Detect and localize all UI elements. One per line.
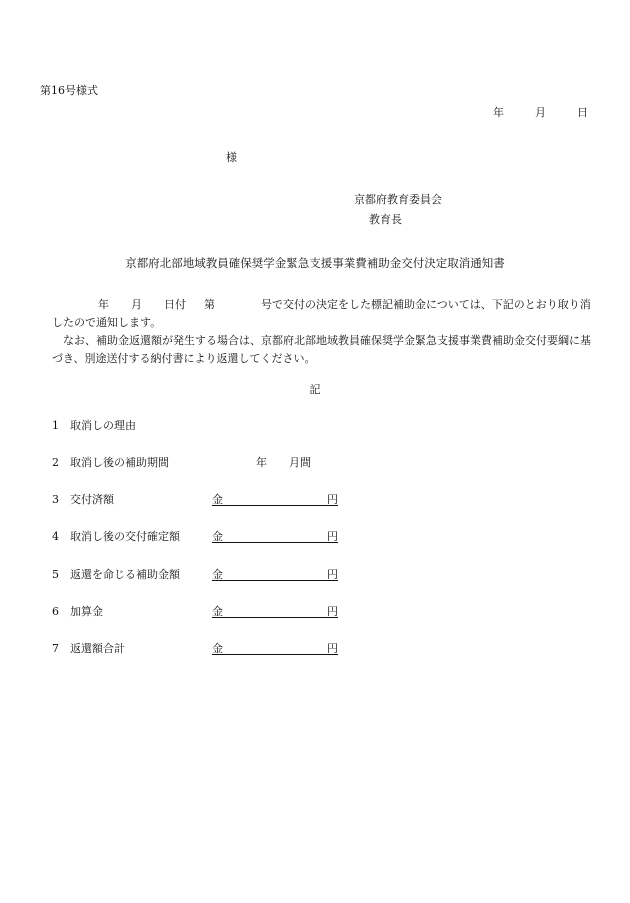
- para-month: 月: [131, 298, 142, 311]
- repayment-text: なお、補助金返還額が発生する場合は、京都府北部地域教員確保奨学金緊急支援事業費補助金交付要綱に基づき、別途送付する納付書により返還してください。: [52, 334, 591, 365]
- item-number: 6: [52, 605, 59, 618]
- para-year: 年: [98, 298, 109, 311]
- additional-amount-field: [212, 603, 338, 618]
- date-year: 年: [493, 106, 504, 119]
- kin-label: 金: [212, 642, 223, 655]
- ki-heading: 記: [309, 383, 321, 396]
- document-title: 京都府北部地域教員確保奨学金緊急支援事業費補助金交付決定取消通知書: [125, 256, 505, 270]
- kin-label: 金: [212, 530, 223, 543]
- item-confirmed-amount: [52, 528, 180, 544]
- item-label: 返還を命じる補助金額: [70, 568, 180, 581]
- date-line: [493, 104, 588, 120]
- yen-label: 円: [327, 530, 338, 543]
- para-dai: 第: [204, 298, 215, 311]
- paid-amount-field: [212, 491, 338, 506]
- item-number: 4: [52, 530, 59, 543]
- item-label: 取消し後の補助期間: [70, 456, 169, 469]
- item-reason: [52, 417, 136, 433]
- item-number: 1: [52, 419, 59, 432]
- kin-label: 金: [212, 605, 223, 618]
- date-day: 日: [577, 106, 588, 119]
- item-label: 交付済額: [70, 493, 114, 506]
- para-rest: 号で交付の決定をした標記補助金については、下記のとおり取り消したので通知します。: [52, 298, 591, 329]
- notice-paragraph: [52, 296, 592, 332]
- item-total-return: [52, 640, 125, 656]
- form-number: 第16号様式: [40, 84, 98, 97]
- repayment-paragraph: [52, 332, 592, 368]
- item-additional-amount: [52, 603, 103, 619]
- total-return-field: [212, 640, 338, 655]
- item-number: 3: [52, 493, 59, 506]
- item-number: 5: [52, 568, 59, 581]
- yen-label: 円: [327, 493, 338, 506]
- item-number: 2: [52, 456, 59, 469]
- item-label: 取消し後の交付確定額: [70, 530, 180, 543]
- item-label: 加算金: [70, 605, 103, 618]
- item-number: 7: [52, 642, 59, 655]
- sender-organization: 京都府教育委員会: [354, 193, 442, 206]
- yen-label: 円: [327, 642, 338, 655]
- para-day: 日付: [164, 298, 186, 311]
- item-label: 返還額合計: [70, 642, 125, 655]
- item-period: [52, 454, 169, 470]
- item-label: 取消しの理由: [70, 419, 136, 432]
- date-month: 月: [535, 106, 546, 119]
- return-amount-field: [212, 566, 338, 581]
- kin-label: 金: [212, 568, 223, 581]
- period-month: 月間: [289, 456, 311, 469]
- item-paid-amount: [52, 491, 114, 507]
- item-return-amount: [52, 566, 180, 582]
- yen-label: 円: [327, 605, 338, 618]
- period-value: [256, 454, 311, 470]
- addressee-suffix: 様: [226, 151, 237, 164]
- sender-title: 教育長: [369, 213, 402, 226]
- kin-label: 金: [212, 493, 223, 506]
- confirmed-amount-field: [212, 528, 338, 543]
- yen-label: 円: [327, 568, 338, 581]
- period-year: 年: [256, 456, 267, 469]
